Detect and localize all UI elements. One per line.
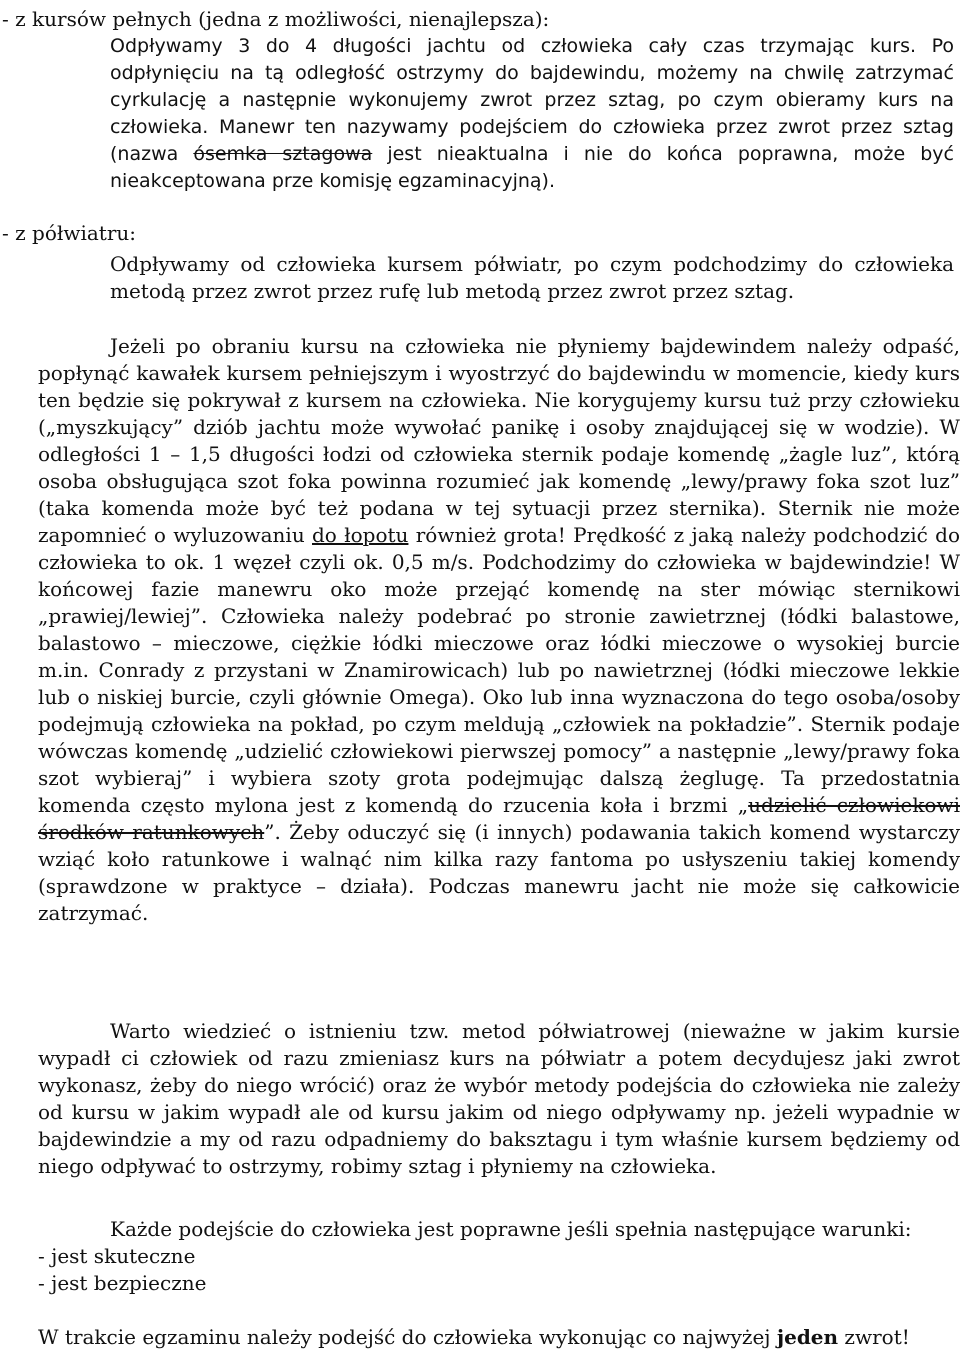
bold-text: jeden xyxy=(776,1325,839,1349)
section-body xyxy=(0,33,960,195)
text: Po odpłynięciu na tą odległość ostrzymy do bajdewindu, możemy na chwilę zatrzymać cyrkulację a następnie wykonujemy zwrot przez sztag, po czym obieramy kurs na człowieka. Manewr ten nazywamy podejściem do człowieka przez zwrot przez sztag (nazwa xyxy=(110,35,954,165)
struck-text: ósemka sztagowa xyxy=(193,143,373,165)
paragraph-methods: Warto wiedzieć o istnieniu tzw. metod półwiatrowej (nieważne w jakim kursie wypadł ci człowiek od razu zmieniasz kurs na półwiatr a potem decydujesz jaki zwrot wykonasz, żeby do niego wrócić) oraz że wybór metody podejścia do człowieka nie zależy od kursu w jakim wypadł ale od kursu jakim od niego odpływamy np. jeżeli wypadnie w bajdewindzie a my od razu odpadniemy do baksztagu i tym właśnie kursem będziemy od niego odpływać to ostrzymy, robimy sztag i płyniemy na człowieka. xyxy=(38,1019,960,1178)
paragraph-conditions xyxy=(38,1216,954,1297)
text: Odpływamy 3 do 4 długości jachtu od człowieka cały czas trzymając kurs. xyxy=(110,35,917,57)
text: jest nieaktualna i nie do końca poprawna, może być nieakceptowana prze komisję egzaminacyjną). xyxy=(110,143,955,192)
section-label: - z kursów pełnych (jedna z możliwości, nienajlepsza): xyxy=(2,7,550,31)
text: Jeżeli po obraniu kursu na człowieka nie płyniemy bajdewindem należy odpaść, popłynąć kawałek kursem pełniejszym i wyostrzyć do bajdewindu w momencie, kiedy kurs ten będzie się pokrywał z kursem na człowieka. Nie korygujemy kursu tuż przy człowieku („myszkujący” dziób jachtu może wywołać panikę i osoby znajdującej się w wodzie). W odległości 1 – 1,5 długości łodzi od człowieka sternik podaje komendę „żagle luz”, którą osoba obsługująca szot foka powinna rozumieć jak komendę „lewy/prawy foka szot luz” (taka komenda może być też podana w tej sytuacji przez sternika). Sternik nie może zapomnieć o wyluzowaniu xyxy=(38,334,960,547)
condition-item: - jest bezpieczne xyxy=(38,1271,207,1295)
section-body: Odpływamy od człowieka kursem półwiatr, po czym podchodzimy do człowieka metodą przez zwrot przez rufę lub metodą przez zwrot przez sztag. xyxy=(110,252,954,303)
text: ”. Żeby oduczyć się (i innych) podawania takich komend wystarczy wziąć koło ratunkowe i walnąć nim kilka razy fantoma po usłyszeniu takiej komendy (sprawdzone w praktyce – działa). Podczas manewru jacht nie może się całkowicie zatrzymać. xyxy=(38,820,960,925)
final-note xyxy=(38,1324,954,1351)
section-label: - z półwiatru: xyxy=(2,221,136,245)
paragraph-approach xyxy=(0,333,960,927)
section-half-wind xyxy=(0,220,960,305)
text: W trakcie egzaminu należy podejść do człowieka wykonując co najwyżej xyxy=(38,1325,777,1349)
struck-text: udzielić człowiekowi środków ratunkowych xyxy=(38,793,960,844)
condition-item: - jest skuteczne xyxy=(38,1244,196,1268)
section-full-courses xyxy=(0,6,960,195)
text: zwrot! xyxy=(838,1325,910,1349)
conditions-intro: Każde podejście do człowieka jest poprawne jeśli spełnia następujące warunki: xyxy=(110,1217,912,1241)
text: również grota! Prędkość z jaką należy podchodzić do człowieka to ok. 1 węzeł czyli ok. 0,5 m/s. Podchodzimy do człowieka w bajdewindzie! W końcowej fazie manewru oko może przejąć komendę na ster mówiąc sternikowi „prawiej/lewiej”. Człowieka należy podebrać po stronie zawietrznej (łódki balastowe, balastowo – mieczowe, ciężkie łódki mieczowe oraz łódki mieczowe o wysokiej burcie m.in. Conrady z przystani w Znamirowicach) lub po nawietrznej (łódki mieczowe lekkie lub o niskiej burcie, czyli głównie Omega). Oko lub inna wyznaczona do tego osoba/osoby podejmują człowieka na pokład, po czym meldują „człowiek na pokładzie”. Sternik podaje wówczas komendę „udzielić człowiekowi pierwszej pomocy” a następnie „lewy/prawy foka szot wybieraj” i wybiera szoty grota podejmując dalszą żeglugę. Ta przedostatnia komenda często mylona jest z komendą do rzucenia koła i brzmi „ xyxy=(38,523,960,817)
underlined-text: do łopotu xyxy=(312,523,409,547)
